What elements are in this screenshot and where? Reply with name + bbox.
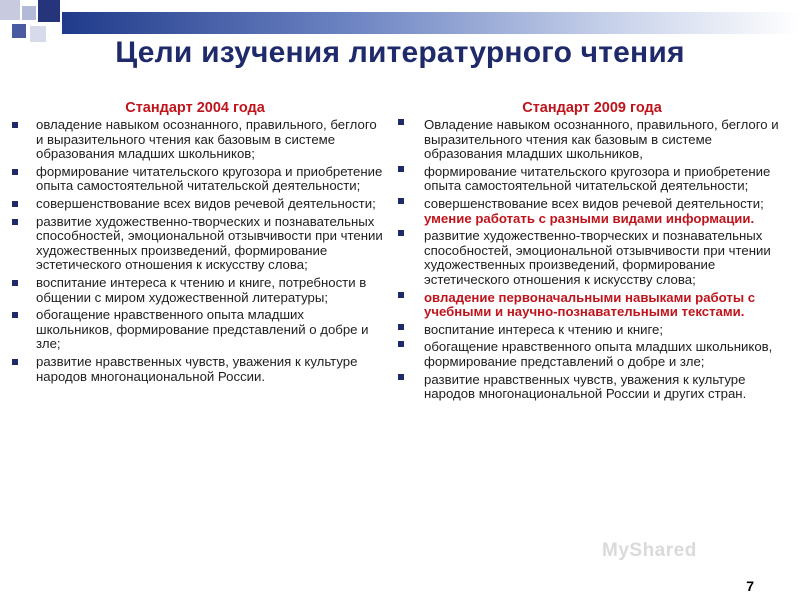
list-item-text: совершенствование всех видов речевой деятельности;	[424, 195, 764, 211]
page-number: 7	[746, 578, 754, 594]
standard-2004-heading: Стандарт 2004 года	[125, 100, 265, 116]
header-gradient-band	[62, 12, 800, 34]
bullet-icon	[12, 169, 18, 175]
list-item-text: формирование читательского кругозора и приобретение опыта самостоятельной читательской деятельности;	[36, 163, 383, 194]
list-item	[392, 323, 792, 338]
list-item	[6, 197, 384, 212]
list-item-text: развитие художественно-творческих и познавательных способностей, эмоциональной отзывчивости при чтении художественных произведений, формирование эстетического отношения к искусству слова;	[36, 213, 383, 273]
list-item-highlight: умение работать с разными видами информации.	[424, 210, 755, 226]
slide-title: Цели изучения литературного чтения	[115, 36, 685, 69]
bullet-icon	[398, 324, 404, 330]
list-item-text: Овладение навыком осознанного, правильного, беглого и выразительного чтения как базовым в системе образования младших школьников,	[424, 117, 779, 162]
bullet-icon	[398, 230, 404, 236]
bullet-icon	[398, 341, 404, 347]
bullet-icon	[12, 122, 18, 128]
list-item	[392, 340, 792, 369]
list-item-text: развитие нравственных чувств, уважения к культуре народов многонациональной России.	[36, 353, 358, 384]
list-item	[6, 215, 384, 273]
list-item	[392, 197, 792, 226]
bullet-icon	[398, 119, 404, 125]
deco-square	[22, 6, 36, 20]
bullet-icon	[398, 166, 404, 172]
list-item	[6, 118, 384, 162]
list-item-text: обогащение нравственного опыта младших школьников, формирование представлений о добре и зле;	[424, 339, 773, 369]
bullet-icon	[12, 201, 18, 207]
standard-2009-heading: Стандарт 2009 года	[522, 100, 662, 116]
standard-2009-list	[392, 118, 792, 402]
list-item-text: развитие художественно-творческих и познавательных способностей, эмоциональной отзывчивости при чтении художественных произведений, формирование эстетического отношения к искусству слова;	[424, 228, 771, 287]
bullet-icon	[12, 280, 18, 286]
standard-2009-column	[392, 100, 792, 405]
list-item-highlight: овладение первоначальными навыками работы с учебными и научно-познавательными текстами.	[424, 289, 756, 320]
list-item-text: формирование читательского кругозора и приобретение опыта самостоятельной читательской деятельности;	[424, 163, 771, 194]
watermark-logo: MyShared	[602, 540, 697, 561]
list-item-text: овладение навыком осознанного, правильного, беглого и выразительного чтения как базовым в системе образования младших школьников;	[36, 117, 377, 162]
deco-square	[0, 0, 20, 20]
bullet-icon	[398, 292, 404, 298]
list-item-text: развитие нравственных чувств, уважения к культуре народов многонациональной России и других стран.	[424, 371, 747, 402]
list-item	[392, 373, 792, 402]
list-item	[6, 276, 384, 305]
list-item	[392, 118, 792, 162]
bullet-icon	[12, 219, 18, 225]
standard-2004-list	[6, 118, 384, 384]
bullet-icon	[398, 198, 404, 204]
list-item	[392, 291, 792, 320]
list-item	[6, 165, 384, 194]
list-item-text: совершенствование всех видов речевой деятельности;	[36, 195, 376, 211]
deco-square	[38, 0, 60, 22]
standard-2004-column	[6, 100, 384, 387]
list-item	[6, 355, 384, 384]
bullet-icon	[398, 374, 404, 380]
bullet-icon	[12, 312, 18, 318]
list-item	[6, 308, 384, 352]
list-item-text: воспитание интереса к чтению и книге;	[424, 321, 664, 337]
list-item	[392, 229, 792, 287]
list-item-text: воспитание интереса к чтению и книге, потребности в общении с миром художественной литературы;	[36, 274, 367, 305]
list-item-text: обогащение нравственного опыта младших школьников, формирование представлений о добре и зле;	[36, 307, 369, 352]
list-item	[392, 165, 792, 194]
bullet-icon	[12, 359, 18, 365]
